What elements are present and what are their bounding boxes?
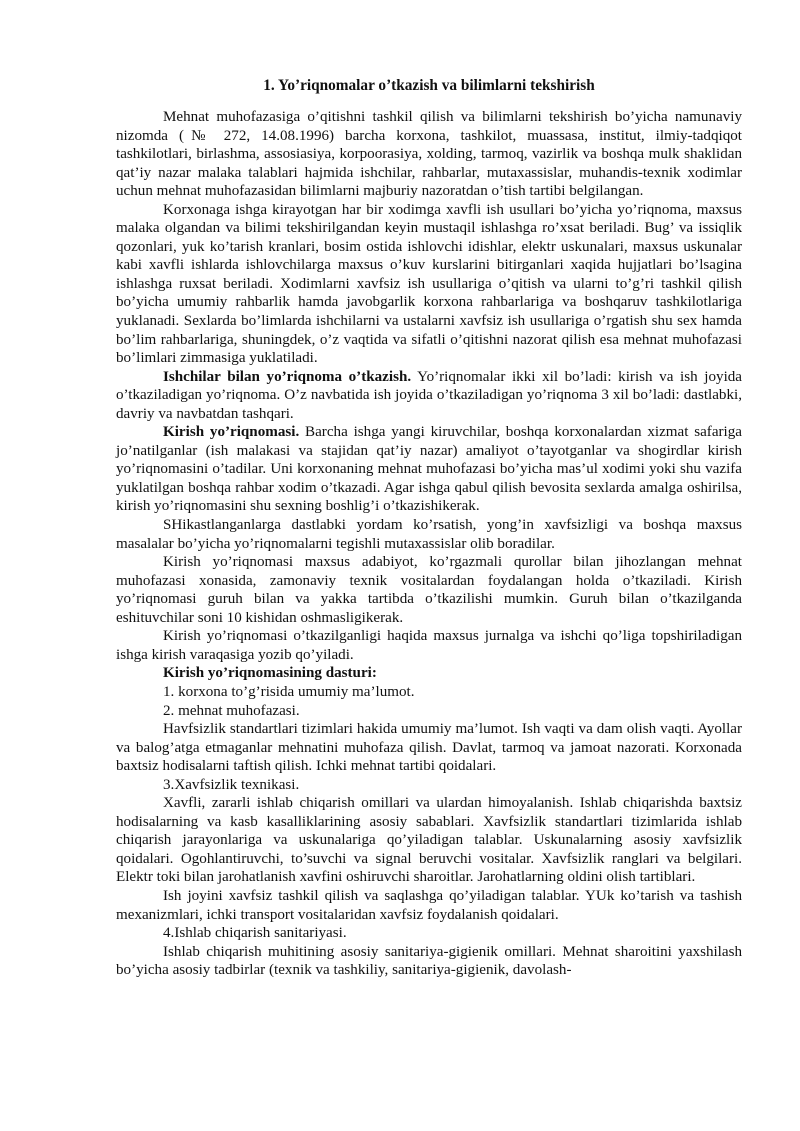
paragraph bbox=[116, 702, 742, 721]
paragraph bbox=[116, 943, 742, 980]
paragraph bbox=[116, 423, 742, 516]
paragraph-text: SHikastlanganlarga dastlabki yordam ko’rsatish, yong’in xavfsizligi va boshqa maxsus masalalar bo’yicha yo’riqnomalarni tegishli mutaxassislar olib boradilar. bbox=[116, 517, 742, 552]
paragraph-text: Ish joyini xavfsiz tashkil qilish va saqlashga qo’yiladigan talablar. YUk ko’tarish va tashish mexanizmlari, ichki transport vositalaridan xavfsiz foydalanish qoidalari. bbox=[116, 887, 742, 923]
paragraph bbox=[116, 887, 742, 924]
paragraph bbox=[116, 794, 742, 887]
paragraph-text: Barcha ishga yangi kiruvchilar, boshqa korxonalardan xizmat safariga jo’natilganlar (ish malakasi va stajidan qat’iy nazar) amaliyot o’tayotganlar va shogirdlar kirish yo’riqnomasini o’tadilar. Uni korxonaning mehnat muhofazasi bo’yicha mas’ul xodimi yoki shu vazifa yuklatilgan boshqa rahbar xodim o’tkazadi. Agar ishga qabul qilish bevosita sexlarda amalga oshirilsa, kirish yo’riqnomasini shu sexning boshlig’i o’tkazishikerak. bbox=[116, 424, 742, 515]
paragraph bbox=[116, 776, 742, 795]
paragraph bbox=[116, 201, 742, 368]
paragraph-text: Ishlab chiqarish muhitining asosiy sanitariya-gigienik omillari. Mehnat sharoitini yaxshilash bo’yicha asosiy tadbirlar (texnik va tashkiliy, sanitariya-gigienik, davolash- bbox=[116, 943, 742, 979]
body-text bbox=[116, 108, 742, 980]
document-content bbox=[116, 76, 742, 980]
section-heading: 1. Yo’riqnomalar o’tkazish va bilimlarni tekshirish bbox=[263, 77, 595, 94]
paragraph bbox=[116, 516, 742, 553]
paragraph bbox=[116, 683, 742, 702]
paragraph-text: Xavfli, zararli ishlab chiqarish omillari va ulardan himoyalanish. Ishlab chiqarishda baxtsiz hodisalarning va kasb kasalliklarining asosiy sabablari. Xavfsizlik standartlari tizimlarida ishlab chiqarish jarayonlariga va uskunalariga qo’yiladigan talablar. Uskunalarning asosiy xavfsizlik qoidalari. Ogohlantiruvchi, to’suvchi va signal beruvchi vositalar. Xavfsizlik ranglari va belgilari. Elektr toki bilan jarohatlanish xavfini oshiruvchi sharoitlar. Jarohatlarning oldini olish tartiblari. bbox=[116, 795, 742, 886]
paragraph-text: 3.Xavfsizlik texnikasi. bbox=[163, 776, 300, 793]
paragraph bbox=[116, 108, 742, 201]
paragraph bbox=[116, 924, 742, 943]
paragraph-text: 2. mehnat muhofazasi. bbox=[163, 702, 300, 719]
paragraph-lead: Ishchilar bilan yo’riqnoma o’tkazish. bbox=[163, 368, 412, 385]
paragraph-text: Mehnat muhofazasiga o’qitishni tashkil qilish va bilimlarni tekshirish bo’yicha namunaviy nizomda (№ 272, 14.08.1996) barcha korxona, tashkilot, muassasa, institut, ilmiy-tadqiqot tashkilotlari, birlashma, assosiasiya, korpoorasiya, xolding, tarmoq, vazirlik va boshqa mulk shaklidan qat’iy nazar malaka talablari hajmida ishchilar, rahbarlar, mutaxassislar, muhandis-texnik xodimlar uchun mehnat muhofazasidan bilimlarni majburiy nazoratdan o’tish tartibi belgilangan. bbox=[116, 109, 742, 200]
paragraph-text: 1. korxona to’g’risida umumiy ma’lumot. bbox=[163, 683, 415, 700]
paragraph-lead: Kirish yo’riqnomasining dasturi: bbox=[163, 665, 377, 682]
paragraph-text: Yo’riqnomalar ikki xil bo’ladi: kirish va ish joyida o’tkaziladigan yo’riqnoma. O’z navbatida ish joyida o’tkaziladigan yo’riqnoma 3 xil bo’ladi: dastlabki, davriy va navbatdan tashqari. bbox=[116, 368, 743, 422]
paragraph bbox=[116, 664, 742, 683]
paragraph-text: Havfsizlik standartlari tizimlari hakida umumiy ma’lumot. Ish vaqti va dam olish vaqti. Ayollar va balog’atga etmaganlar mehnatini muhofaza qilish. Davlat, tarmoq va jamoat nazorati. Korxonada baxtsiz hodisalarni taftish qilish. Ichki mehnat tartibi qoidalari. bbox=[116, 721, 742, 775]
paragraph-lead: Kirish yo’riqnomasi. bbox=[163, 424, 300, 441]
paragraph-text: Kirish yo’riqnomasi maxsus adabiyot, ko’rgazmali qurollar bilan jihozlangan mehnat muhofazasi xonasida, zamonaviy texnik vositalardan foydalangan holda o’tkaziladi. Kirish yo’riqnomasi guruh bilan va yakka tartibda o’tkazilishi mumkin. Guruh bilan o’tkazilganda eshituvchilar soni 10 kishidan oshmasligikerak. bbox=[116, 554, 742, 626]
paragraph bbox=[116, 368, 742, 424]
paragraph bbox=[116, 553, 742, 627]
paragraph-text: Korxonaga ishga kirayotgan har bir xodimga xavfli ish usullari bo’yicha yo’riqnoma, maxsus malaka olgandan va bilimi tekshirilgandan keyin mustaqil ishlashga ro’xsat beriladi. Bug’ va issiqlik qozonlari, yuk ko’tarish kranlari, bosim ostida ishlovchi idishlar, elektr uskunalari, maxsus uskunalar kabi xavfli ishlarda ishlovchilarga maxsus o’kuv kurslarini bitirganlari xaqida hujjatlari bo’lsagina ishlashga ruxsat beriladi. Xodimlarni xavfsiz ish usullariga o’qitish va ularni to’g’ri tashkil qilish bo’yicha umumiy rahbarlik hamda javobgarlik korxona rahbarlariga va boshqaruv tashkilotlariga yuklanadi. Sexlarda bo’limlarda ishchilarni va ustalarni xavfsiz ish usullariga o’rgatish shu sex hamda bo’lim rahbarlariga, shuningdek, o’z vaqtida va sifatli o’qitishni nazorat qilish esa mehnat muhofazasi bo’limlari zimmasiga yuklatiladi. bbox=[116, 201, 742, 367]
paragraph-text: Kirish yo’riqnomasi o’tkazilganligi haqida maxsus jurnalga va ishchi qo’liga topshiriladigan ishga kirish varaqasiga yozib qo’yiladi. bbox=[116, 628, 742, 663]
paragraph bbox=[116, 627, 742, 664]
paragraph-text: 4.Ishlab chiqarish sanitariyasi. bbox=[163, 925, 347, 942]
paragraph bbox=[116, 720, 742, 776]
